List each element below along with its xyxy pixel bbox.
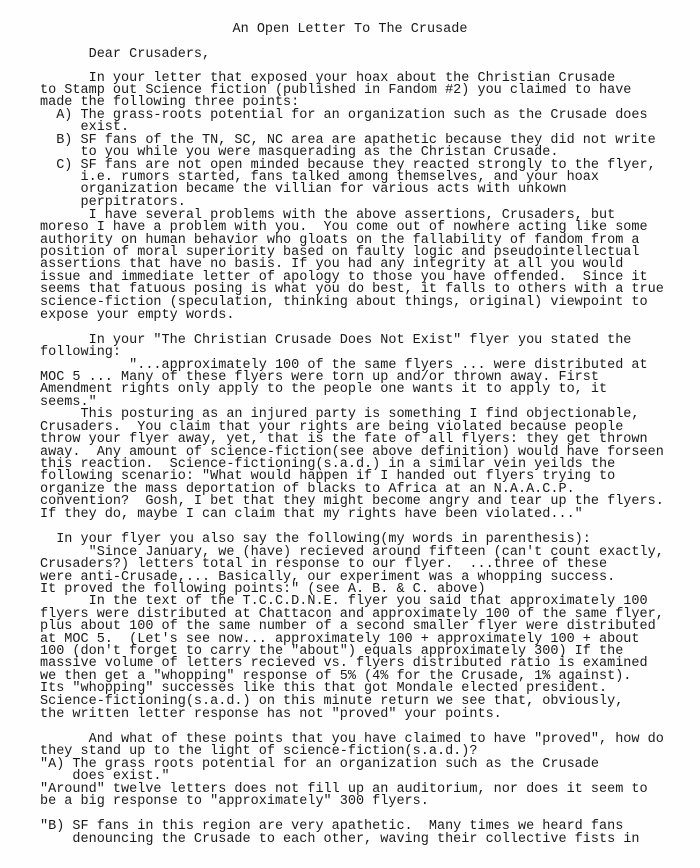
letter-line: Amendment rights only apply to the people one wants it to apply to, it [40, 382, 608, 397]
letter-line: position of moral superiority based on faulty logic and pseudointellectual [40, 245, 640, 260]
letter-line: plus about 100 of the same number of a second smaller flyer were distributed [40, 619, 656, 634]
letter-line: "B) SF fans in this region are very apathetic. Many times we heard fans [40, 819, 624, 834]
letter-line: exist. [40, 120, 130, 135]
letter-line: I have several problems with the above assertions, Crusaders, but [40, 208, 616, 223]
letter-line: In your flyer you also say the following(my words in parenthesis): [40, 532, 591, 547]
letter-line: flyers were distributed at Chattacon and approximately 100 of the same flyer, [40, 607, 664, 622]
letter-line: C) SF fans are not open minded because they reacted strongly to the flyer, [40, 158, 656, 173]
letter-line: throw your flyer away, yet, that is the fate of all flyers: they get thrown [40, 432, 648, 447]
letter-line: If they do, maybe I can claim that my rights have been violated..." [40, 507, 583, 522]
letter-line: Dear Crusaders, [40, 47, 211, 62]
letter-line: made the following three points: [40, 95, 300, 110]
letter-line: be a big response to "approximately" 300 flyers. [40, 794, 429, 809]
letter-line: away. Any amount of science-fiction(see above definition) would have forseen [40, 445, 664, 460]
letter-line: expose your empty words. [40, 308, 235, 323]
letter-line: "...approximately 100 of the same flyers ... were distributed at [40, 358, 648, 373]
letter-line: "Around" twelve letters does not fill up an auditorium, nor does it seem to [40, 782, 648, 797]
letter-line: MOC 5 ... Many of these flyers were torn up and/or thrown away. First [40, 370, 599, 385]
letter-line: science-fiction (speculation, thinking about things, original) viewpoint to [40, 295, 648, 310]
letter-line: And what of these points that you have claimed to have "proved", how do [40, 732, 664, 747]
letter-line: In your "The Christian Crusade Does Not Exist" flyer you stated the [40, 333, 632, 348]
letter-line: Science-fictioning(s.a.d.) on this minute return we see that, obviously, [40, 694, 624, 709]
letter-line: organize the mass deportation of blacks to Africa at an N.A.A.C.P. [40, 482, 575, 497]
letter-line: were anti-Crusade,... Basically, our experiment was a whopping success. [40, 570, 616, 585]
letter-line: It proved the following points:" (see A. B. & C. above) [40, 582, 486, 597]
letter-line: following scenario: "What would happen if I handed out flyers trying to [40, 469, 616, 484]
letter-line: i.e. rumors started, fans talked among themselves, and your hoax [40, 170, 599, 185]
letter-line: the written letter response has not "proved" your points. [40, 707, 502, 722]
letter-line: perpitrators. [40, 195, 186, 210]
letter-line: moreso I have a problem with you. You come out of nowhere acting like some [40, 220, 648, 235]
letter-line: to you while you were masquerading as the Christan Crusade. [40, 145, 559, 160]
letter-line: to Stamp out Science fiction (published in Fandom #2) you claimed to have [40, 83, 632, 98]
letter-line: this reaction. Science-fictioning(s.a.d.) in a similar vein yeilds the [40, 457, 616, 472]
letter-line: they stand up to the light of science-fiction(s.a.d.)? [40, 744, 478, 759]
letter-title: An Open Letter To The Crusade [232, 22, 468, 37]
letter-line: authority on human behavior who gloats on the fallability of fandom from a [40, 233, 640, 248]
letter-line: at MOC 5. (Let's see now... approximately 100 + approximately 100 + about [40, 632, 640, 647]
letter-line: seems that fatuous posing is what you do best, it falls to others with a true [40, 282, 664, 297]
letter-line: B) SF fans of the TN, SC, NC area are apathetic because they did not write [40, 133, 656, 148]
letter-line: "A) The grass roots potential for an organization such as the Crusade [40, 757, 599, 772]
letter-line: Crusaders. You claim that your rights are being violated because people [40, 420, 624, 435]
letter-line: Its "whopping" successes like this that got Mondale elected president. [40, 681, 608, 696]
letter-line: assertions that have no basis. If you had any integrity at all you would [40, 257, 624, 272]
letter-line: does exist." [40, 769, 170, 784]
letter-line: This posturing as an injured party is something I find objectionable, [40, 407, 640, 422]
letter-line: convention? Gosh, I bet that they might become angry and tear up the flyers. [40, 494, 664, 509]
letter-line: 100 (don't forget to carry the "about") equals approximately 300) If the [40, 644, 624, 659]
letter-line: "Since January, we (have) recieved around fifteen (can't count exactly, [40, 545, 664, 560]
letter-line: denouncing the Crusade to each other, waving their collective fists in [40, 832, 640, 847]
letter-line: we then get a "whopping" response of 5% (4% for the Crusade, 1% against). [40, 669, 632, 684]
letter-line: following: [40, 345, 122, 360]
letter-line: In the text of the T.C.C.D.N.E. flyer you said that approximately 100 [40, 594, 648, 609]
letter-line: seems." [40, 395, 97, 410]
letter-line: In your letter that exposed your hoax about the Christian Crusade [40, 71, 616, 86]
letter-line: organization became the villian for various acts with unkown [40, 182, 567, 197]
letter-line: Crusaders?) letters total in response to our flyer. ...three of these [40, 557, 608, 572]
letter-line: issue and immediate letter of apology to those you have offended. Since it [40, 270, 648, 285]
letter-line: A) The grass-roots potential for an organization such as the Crusade does [40, 108, 648, 123]
letter-line: massive volume of letters recieved vs. flyers distributed ratio is examined [40, 656, 648, 671]
